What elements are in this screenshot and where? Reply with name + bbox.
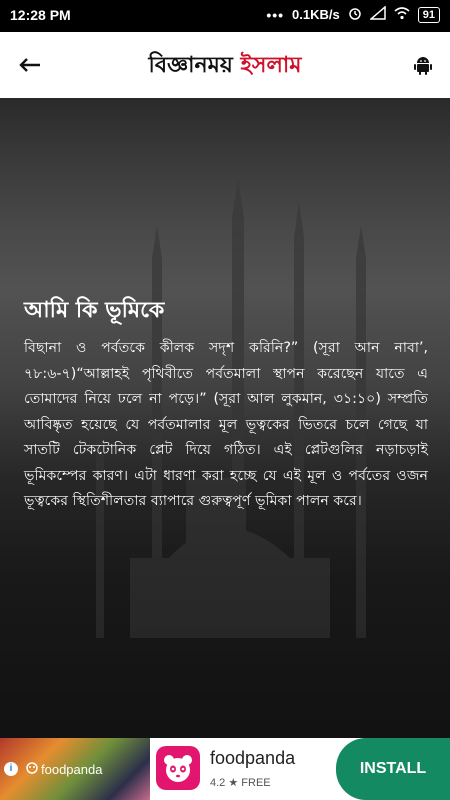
- app-title: [0, 48, 450, 85]
- status-bar: [0, 0, 450, 32]
- article-body: বিছানা ও পর্বতকে কীলক সদৃশ করিনি?” (সূরা আন নাবা’, ৭৮:৬-৭)“আল্লাহই পৃথিবীতে পর্বতমালা স্থাপন করেছেন যাতে এ তোমাদের নিয়ে ঢলে না পড়ে।” (সূরা আল লুকমান, ৩১:১০) সম্প্রতি আবিষ্কৃত হয়েছে যে পর্বতমালার মূল ভূত্বকের ভিতরে চলে গেছে যা সাতটি টেকটোনিক প্লেট দিয়ে গঠিত। এই প্লেটগুলির নড়াচড়াই ভূমিকম্পের কারণ। এটা ধারণা করা হচ্ছে যে এই মূল ও পর্বতের ওজন ভূত্বকের স্থিতিশীলতার ব্যাপারে গুরুত্বপূর্ণ ভূমিকা পালন করে।: [24, 340, 428, 509]
- battery-icon: 91: [418, 7, 440, 23]
- android-icon: [412, 54, 434, 76]
- install-button[interactable]: INSTALL: [336, 738, 450, 800]
- foodpanda-logo-icon[interactable]: [156, 746, 200, 790]
- alarm-icon: [348, 6, 362, 23]
- article-heading: আমি কি ভূমিকে: [24, 298, 165, 323]
- foodpanda-small-icon: [26, 762, 38, 777]
- ad-rating-value: 4.2: [210, 777, 226, 789]
- app-title-part2: ইসলাম: [240, 53, 302, 78]
- ad-banner[interactable]: [0, 738, 450, 800]
- status-time: 12:28 PM: [10, 7, 71, 23]
- signal-icon: [370, 6, 386, 23]
- status-icons: [266, 6, 440, 23]
- ad-info-icon[interactable]: i: [4, 762, 18, 776]
- article-background: [0, 98, 450, 738]
- ad-app-name[interactable]: foodpanda: [210, 748, 296, 768]
- network-speed: 0.1KB/s: [292, 7, 340, 22]
- wifi-icon: [394, 6, 410, 23]
- notification-dots-icon: •••: [266, 6, 285, 23]
- article-content: [24, 296, 428, 515]
- ad-image[interactable]: [0, 738, 150, 800]
- ad-image-label: foodpanda: [26, 762, 102, 777]
- ad-price: FREE: [241, 777, 271, 789]
- star-icon: ★: [228, 777, 239, 789]
- app-title-part1: বিজ্ঞানময়: [148, 53, 241, 78]
- ad-rating: [210, 776, 271, 789]
- app-bar: [0, 32, 450, 98]
- android-button[interactable]: [412, 54, 434, 76]
